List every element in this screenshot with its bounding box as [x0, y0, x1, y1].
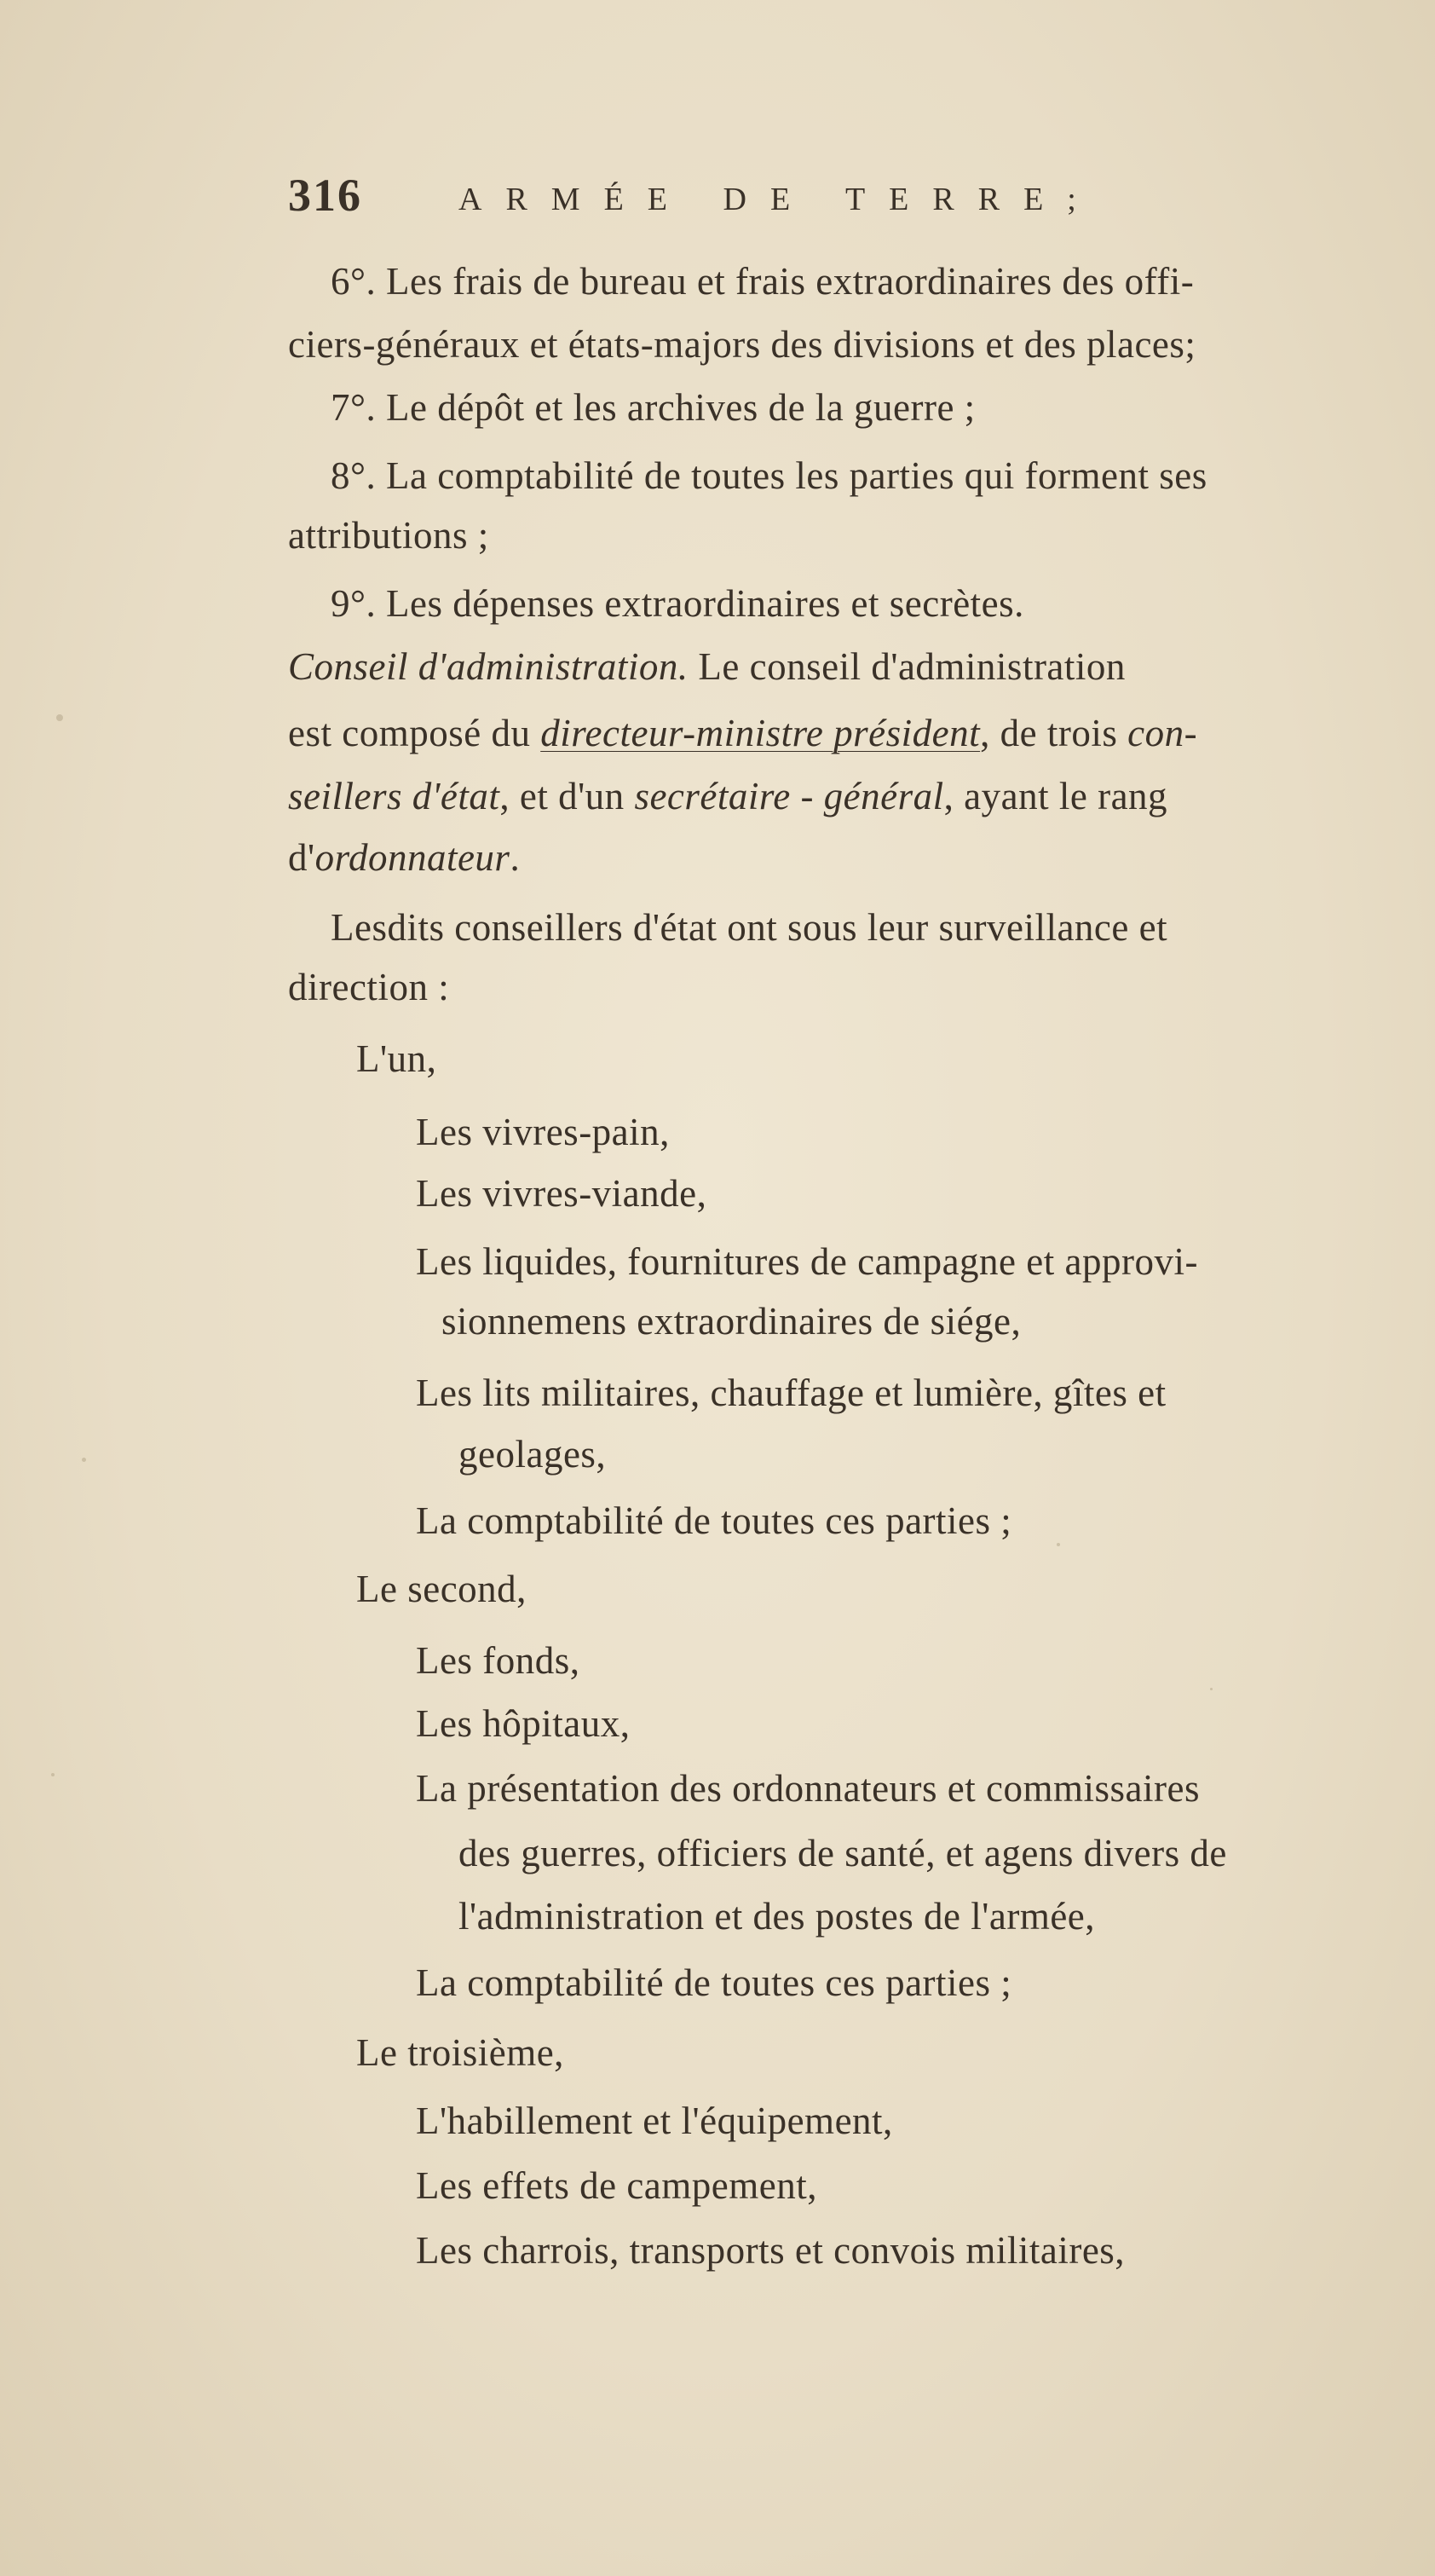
text-span: , de trois — [980, 712, 1128, 754]
running-head: ARMÉE DE TERRE; — [458, 182, 1100, 217]
text-span: Le conseil d'administration — [688, 645, 1126, 688]
text-line: direction : — [288, 966, 450, 1008]
italic-term: ordonnateur — [314, 836, 510, 879]
list-item: Les fonds, — [416, 1639, 580, 1682]
italic-term: directeur-ministre président — [540, 712, 981, 754]
text-span: d' — [288, 836, 315, 879]
list-item: Les effets de campement, — [416, 2164, 817, 2207]
text-span: . — [510, 836, 521, 879]
text-line: Le second, — [356, 1568, 527, 1610]
list-item: Les vivres-pain, — [416, 1111, 670, 1153]
list-item: Les liquides, fournitures de campagne et approvi- — [416, 1240, 1198, 1283]
list-item: La comptabilité de toutes ces parties ; — [416, 1961, 1012, 2004]
page-header — [288, 169, 1311, 228]
list-item: L'habillement et l'équipement, — [416, 2099, 893, 2142]
italic-term: seillers d'état — [288, 775, 500, 817]
text-span: , ayant le rang — [943, 775, 1168, 817]
text-line: attributions ; — [288, 514, 489, 557]
list-item-continuation: geolages, — [458, 1433, 607, 1476]
text-line: 8°. La comptabilité de toutes les parties qui forment ses — [331, 454, 1207, 497]
italic-term: con- — [1127, 712, 1198, 754]
list-item: La présentation des ordonnateurs et commissaires — [416, 1767, 1200, 1810]
text-line — [288, 708, 1197, 759]
text-line — [288, 771, 1167, 822]
list-item: Les charrois, transports et convois militaires, — [416, 2229, 1126, 2272]
list-item: Les hôpitaux, — [416, 1702, 631, 1745]
text-line — [288, 641, 1126, 692]
list-item-continuation: l'administration et des postes de l'armée, — [458, 1895, 1096, 1938]
list-item-continuation: des guerres, officiers de santé, et agens divers de — [458, 1832, 1227, 1874]
text-line: ciers-généraux et états-majors des divisions et des places; — [288, 323, 1196, 366]
page-number: 316 — [288, 170, 362, 221]
text-line — [288, 832, 520, 883]
text-line: 6°. Les frais de bureau et frais extraordinaires des offi- — [331, 260, 1195, 303]
text-line: 7°. Le dépôt et les archives de la guerre ; — [331, 386, 976, 429]
paper-speck — [56, 714, 63, 721]
text-line: L'un, — [356, 1037, 437, 1080]
paper-speck — [82, 1458, 86, 1462]
italic-term: secrétaire - général — [634, 775, 944, 817]
text-span: est composé du — [288, 712, 541, 754]
list-item: La comptabilité de toutes ces parties ; — [416, 1499, 1012, 1542]
list-item-continuation: sionnemens extraordinaires de siége, — [441, 1300, 1022, 1343]
paper-speck — [1210, 1688, 1213, 1690]
list-item: Les vivres-viande, — [416, 1172, 707, 1215]
text-span: , et d'un — [499, 775, 635, 817]
paper-speck — [1057, 1543, 1060, 1546]
text-line: Le troisième, — [356, 2031, 564, 2074]
paper-speck — [51, 1773, 55, 1776]
list-item: Les lits militaires, chauffage et lumière, gîtes et — [416, 1372, 1167, 1414]
text-line: Lesdits conseillers d'état ont sous leur surveillance et — [331, 906, 1168, 949]
text-line: 9°. Les dépenses extraordinaires et secrètes. — [331, 582, 1024, 625]
italic-heading: Conseil d'administration. — [288, 645, 689, 688]
